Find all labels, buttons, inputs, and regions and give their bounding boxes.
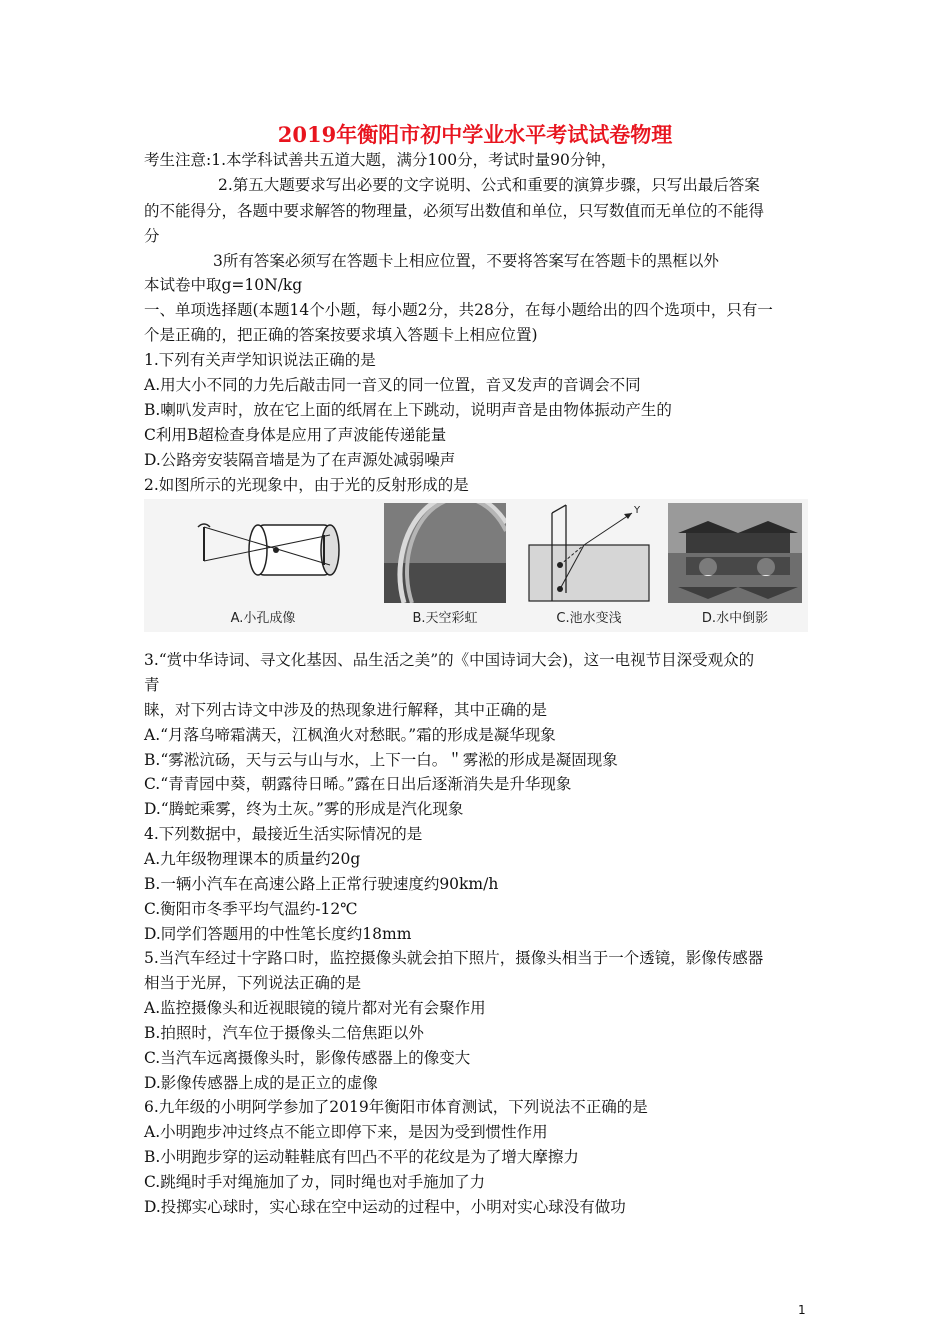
notice-line-4: 分: [144, 227, 160, 245]
q4-option-d: D.同学们答题用的中性笔长度约18mm: [144, 925, 412, 943]
figure-c-caption: C.池水变浅: [556, 611, 622, 626]
q3-option-c: C.“青青园中葵，朝露待日晞。”露在日出后逐渐消失是升华现象: [144, 775, 572, 793]
question-3-cont-1: 青: [144, 676, 160, 694]
pool-drawing: [524, 503, 654, 603]
q6-option-c: C.跳绳时手对绳施加了カ，同时绳也对手施加了力: [144, 1173, 486, 1191]
q6-option-a: A.小明跑步冲过终点不能立即停下来，是因为受到惯性作用: [144, 1123, 548, 1141]
figure-d-reflection: [668, 503, 802, 628]
notice-line-1: 考生注意:1.本学科试善共五道大题，满分100分，考试时量90分钟，: [144, 151, 617, 169]
section-heading-2: 个是正确的，把正确的答案按要求填入答题卡上相应位置): [144, 326, 538, 344]
q3-option-b: B.“雾淞沆砀，天与云与山与水，上下一白。＂雾淞的形成是凝固现象: [144, 751, 618, 769]
q5-option-b: B.拍照时，汽车位于摄像头二倍焦距以外: [144, 1024, 424, 1042]
page-number: 1: [798, 1303, 806, 1317]
q1-option-c: C利用B超检查身体是应用了声波能传递能量: [144, 426, 447, 444]
q4-option-a: A.九年级物理课本的质量约20g: [144, 850, 361, 868]
notice-line-3: 的不能得分，各题中要求解答的物理量，必须写出数值和单位，只写数值而无单位的不能得: [144, 202, 765, 220]
svg-text:Y: Y: [634, 505, 641, 516]
exam-title: 2019年衡阳市初中学业水平考试试卷物理: [277, 122, 673, 147]
q3-option-d: D.“腾蛇乘雾，终为土灰。”雾的形成是汽化现象: [144, 800, 464, 818]
q5-option-d: D.影像传感器上成的是正立的虚像: [144, 1074, 378, 1092]
figure-d-caption: D.水中倒影: [701, 611, 769, 626]
q5-option-c: C.当汽车远离摄像头时，影像传感器上的像变大: [144, 1049, 471, 1067]
pinhole-camera-drawing: [184, 503, 342, 603]
q1-option-b: B.喇叭发声时，放在它上面的纸屑在上下跳动，说明声音是由物体振动产生的: [144, 401, 672, 419]
question-1: 1.下列有关声学知识说法正确的是: [144, 351, 376, 369]
figure-c-pool: [524, 503, 654, 628]
question-2-figure: [144, 499, 808, 632]
question-5-cont: 相当于光屏，下列说法正确的是: [144, 974, 362, 992]
question-6: 6.九年级的小明阿学参加了2019年衡阳市体育测试，下列说法不正确的是: [144, 1098, 648, 1116]
q1-option-a: A.用大小不同的力先后敲击同一音叉的同一位置，音叉发声的音调会不同: [144, 376, 641, 394]
q3-option-a: A.“月落乌啼霜满天，江枫渔火对愁眠。”霜的形成是凝华现象: [144, 726, 556, 744]
figure-a-caption: A.小孔成像: [230, 611, 296, 626]
q4-option-c: C.衡阳市冬季平均气温约-12℃: [144, 900, 358, 918]
question-3-cont-2: 睐，对下列古诗文中涉及的热现象进行解释，其中正确的是: [144, 701, 548, 719]
question-4: 4.下列数据中，最接近生活实际情况的是: [144, 825, 423, 843]
question-2: 2.如图所示的光现象中，由于光的反射形成的是: [144, 476, 469, 494]
question-5: 5.当汽车经过十字路口时，监控摄像头就会拍下照片，摄像头相当于一个透镜，影像传感器: [144, 949, 764, 967]
rainbow-photo: [384, 503, 506, 603]
question-3: 3.“赏中华诗词、寻文化基因、品生活之美”的《中国诗词大会)，这一电视节目深受观众的: [144, 651, 755, 669]
q6-option-d: D.投掷实心球时，实心球在空中运动的过程中，小明对实心球没有做功: [144, 1198, 626, 1216]
section-heading-1: 一、单项选择题(本题14个小题，每小题2分，共28分，在每小题给出的四个选项中，只有一: [144, 301, 773, 319]
figure-b-caption: B.天空彩虹: [412, 611, 478, 626]
notice-line-5: 3所有答案必须写在答题卡上相应位置，不要将答案写在答题卡的黑框以外: [213, 252, 719, 270]
gravity-note: 本试卷中取g=10N/kg: [144, 276, 303, 294]
q6-option-b: B.小明跑步穿的运动鞋鞋底有凹凸不平的花纹是为了增大摩擦力: [144, 1148, 579, 1166]
reflection-photo: [668, 503, 802, 603]
figure-b-rainbow: [384, 503, 506, 628]
figure-a-pinhole: [184, 503, 342, 628]
q5-option-a: A.监控摄像头和近视眼镜的镜片都对光有会聚作用: [144, 999, 486, 1017]
q4-option-b: B.一辆小汽车在高速公路上正常行驶速度约90km/h: [144, 875, 499, 893]
q1-option-d: D.公路旁安装隔音墙是为了在声源处减弱噪声: [144, 451, 456, 469]
notice-line-2: 2.第五大题要求写出必要的文字说明、公式和重要的演算步骤，只写出最后答案: [218, 176, 760, 194]
